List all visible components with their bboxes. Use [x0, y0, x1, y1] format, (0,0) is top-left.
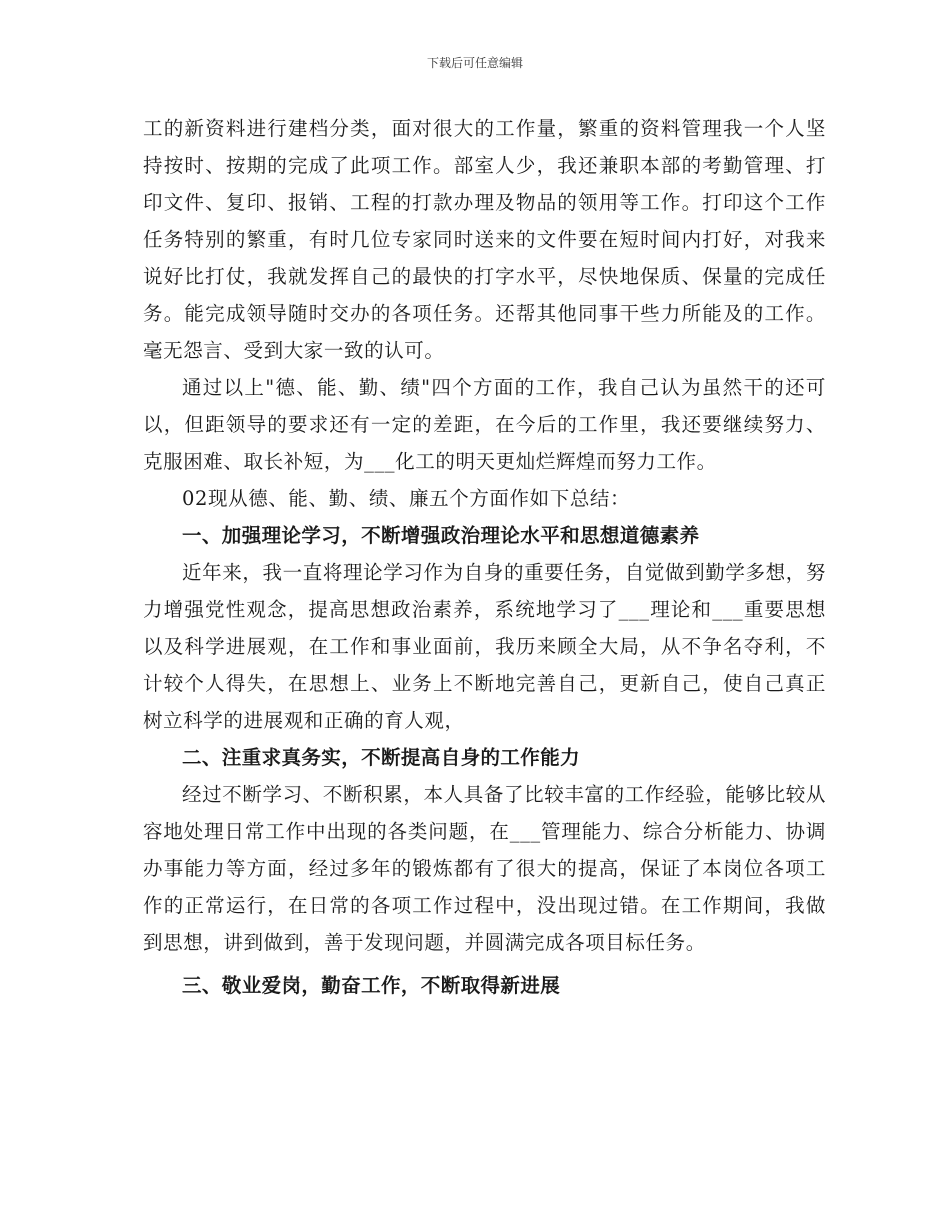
paragraph-2: 通过以上"德、能、勤、绩"四个方面的工作，我自己认为虽然干的还可以，但距领导的要求还有一定的差距，在今后的工作里，我还要继续努力、克服困难、取长补短，为___化工的明天更灿烂辉煌而努力工作。: [143, 376, 826, 473]
paragraph-3: 02现从德、能、勤、绩、廉五个方面作如下总结：: [182, 487, 631, 510]
paragraph-1: 工的新资料进行建档分类，面对很大的工作量，繁重的资料管理我一个人坚持按时、按期的完成了此项工作。部室人少，我还兼职本部的考勤管理、打印文件、复印、报销、工程的打款办理及物品的领用等工作。打印这个工作任务特别的繁重，有时几位专家同时送来的文件要在短时间内打好，对我来说好比打仗，我就发挥自己的最快的打字水平，尽快地保质、保量的完成任务。能完成领导随时交办的各项任务。还帮其他同事干些力所能及的工作。毫无怨言、受到大家一致的认可。: [143, 117, 826, 362]
document-body: [143, 110, 826, 1004]
page-header: 下载后可任意编辑: [426, 56, 523, 70]
section-heading-2: 二、注重求真务实，不断提高自身的工作能力: [182, 746, 581, 769]
section-heading-3: 三、敬业爱岗，勤奋工作，不断取得新进展: [182, 974, 561, 997]
paragraph-4: 近年来，我一直将理论学习作为自身的重要任务，自觉做到勤学多想，努力增强党性观念，提高思想政治素养，系统地学习了___理论和___重要思想以及科学进展观，在工作和事业面前，我历来顾全大局，从不争名夺利，不计较个人得失，在思想上、业务上不断地完善自己，更新自己，使自己真正树立科学的进展观和正确的育人观，: [143, 561, 826, 732]
section-heading-1: 一、加强理论学习，不断增强政治理论水平和思想道德素养: [182, 524, 700, 547]
paragraph-5: 经过不断学习、不断积累，本人具备了比较丰富的工作经验，能够比较从容地处理日常工作中出现的各类问题，在___管理能力、综合分析能力、协调办事能力等方面，经过多年的锻炼都有了很大的提高，保证了本岗位各项工作的正常运行，在日常的各项工作过程中，没出现过错。在工作期间，我做到思想，讲到做到，善于发现问题，并圆满完成各项目标任务。: [143, 783, 826, 954]
